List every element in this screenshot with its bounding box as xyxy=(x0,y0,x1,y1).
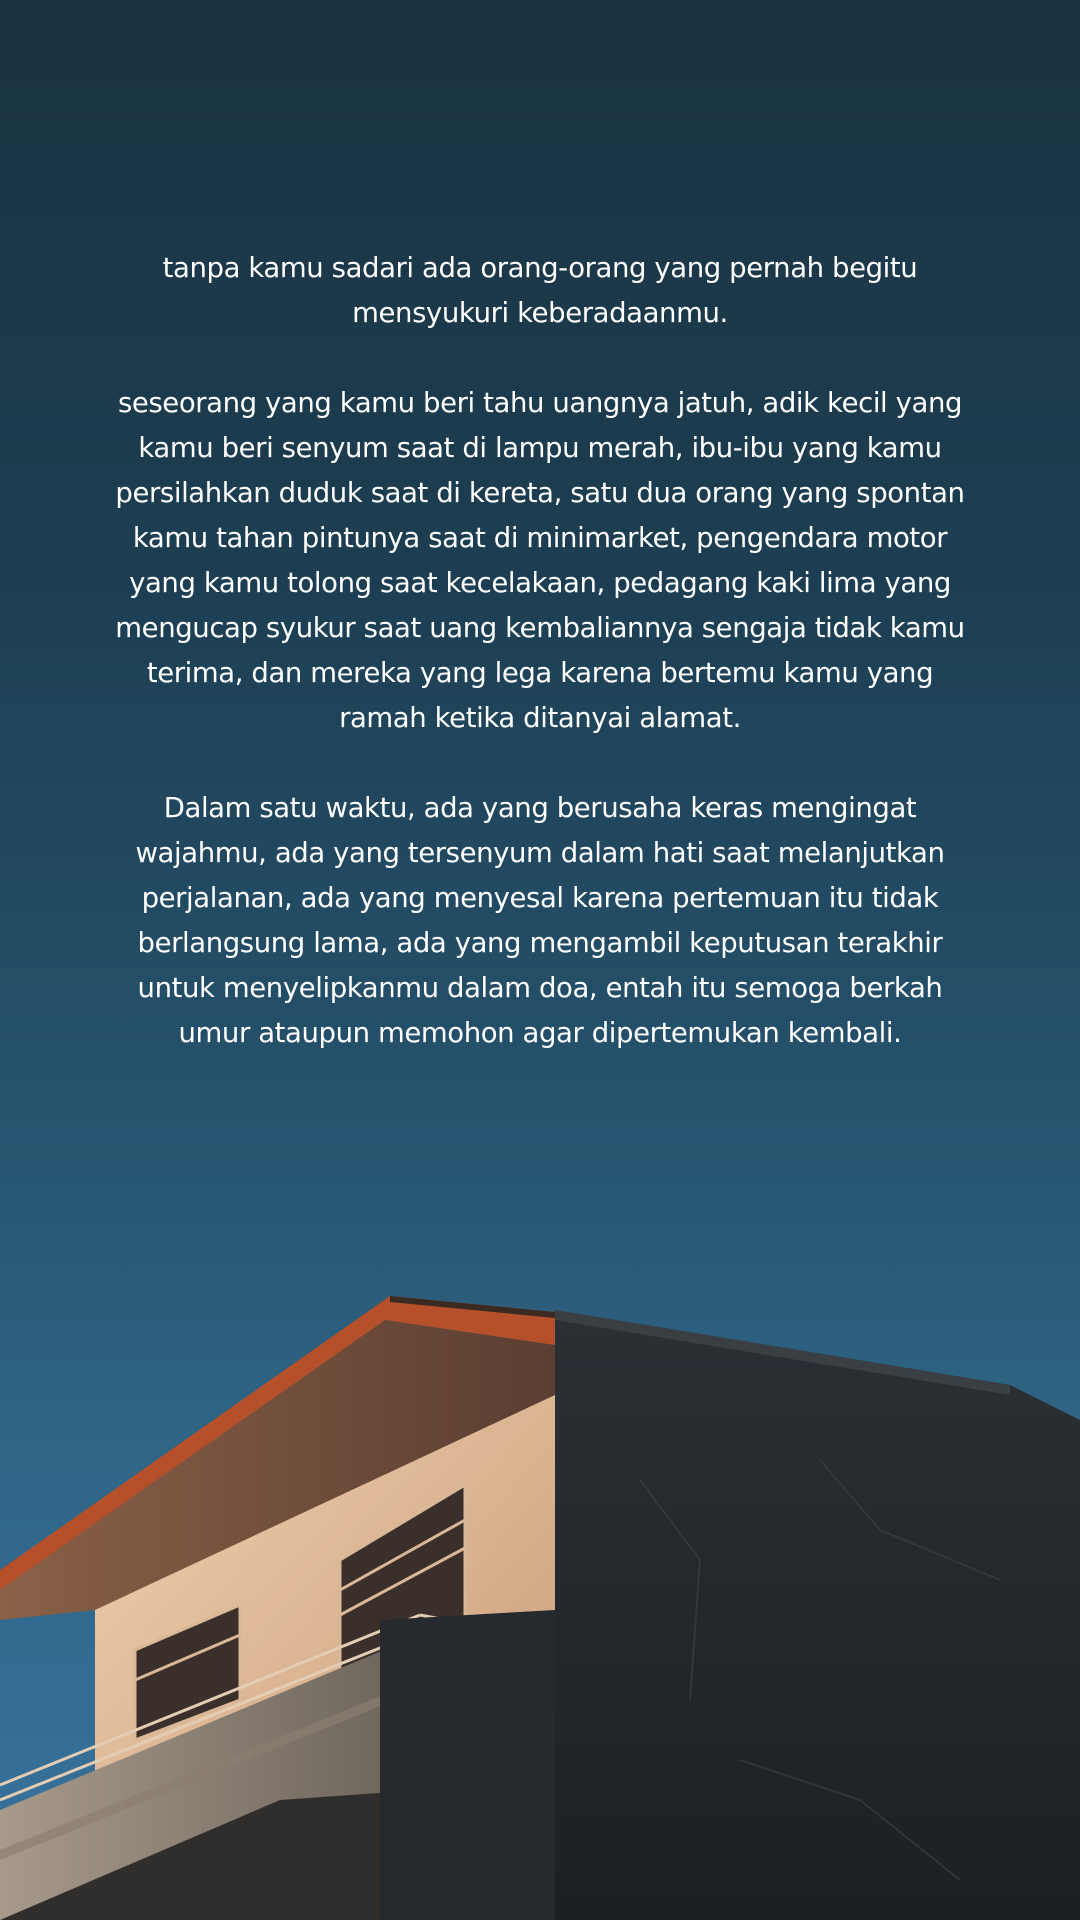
caption-paragraph-1: tanpa kamu sadari ada orang-orang yang pernah begitu mensyukuri keberadaanmu. xyxy=(162,252,918,329)
dark-concrete-wall xyxy=(555,1310,1080,1920)
caption-paragraph-3: Dalam satu waktu, ada yang berusaha keras mengingat wajahmu, ada yang tersenyum dalam hati saat melanjutkan perjalanan, ada yang menyesal karena pertemuan itu tidak berlangsung lama, ada yang mengambil keputusan terakhir untuk menyelipkanmu dalam doa, entah itu semoga berkah umur ataupun memohon agar dipertemukan kembali. xyxy=(135,792,945,1049)
story-caption xyxy=(60,246,1020,1056)
caption-paragraph-2: seseorang yang kamu beri tahu uangnya jatuh, adik kecil yang kamu beri senyum saat di lampu merah, ibu-ibu yang kamu persilahkan duduk saat di kereta, satu dua orang yang spontan kamu tahan pintunya saat di minimarket, pengendara motor yang kamu tolong saat kecelakaan, pedagang kaki lima yang mengucap syukur saat uang kembaliannya sengaja tidak kamu terima, dan mereka yang lega karena bertemu kamu yang ramah ketika ditanyai alamat. xyxy=(115,387,965,734)
